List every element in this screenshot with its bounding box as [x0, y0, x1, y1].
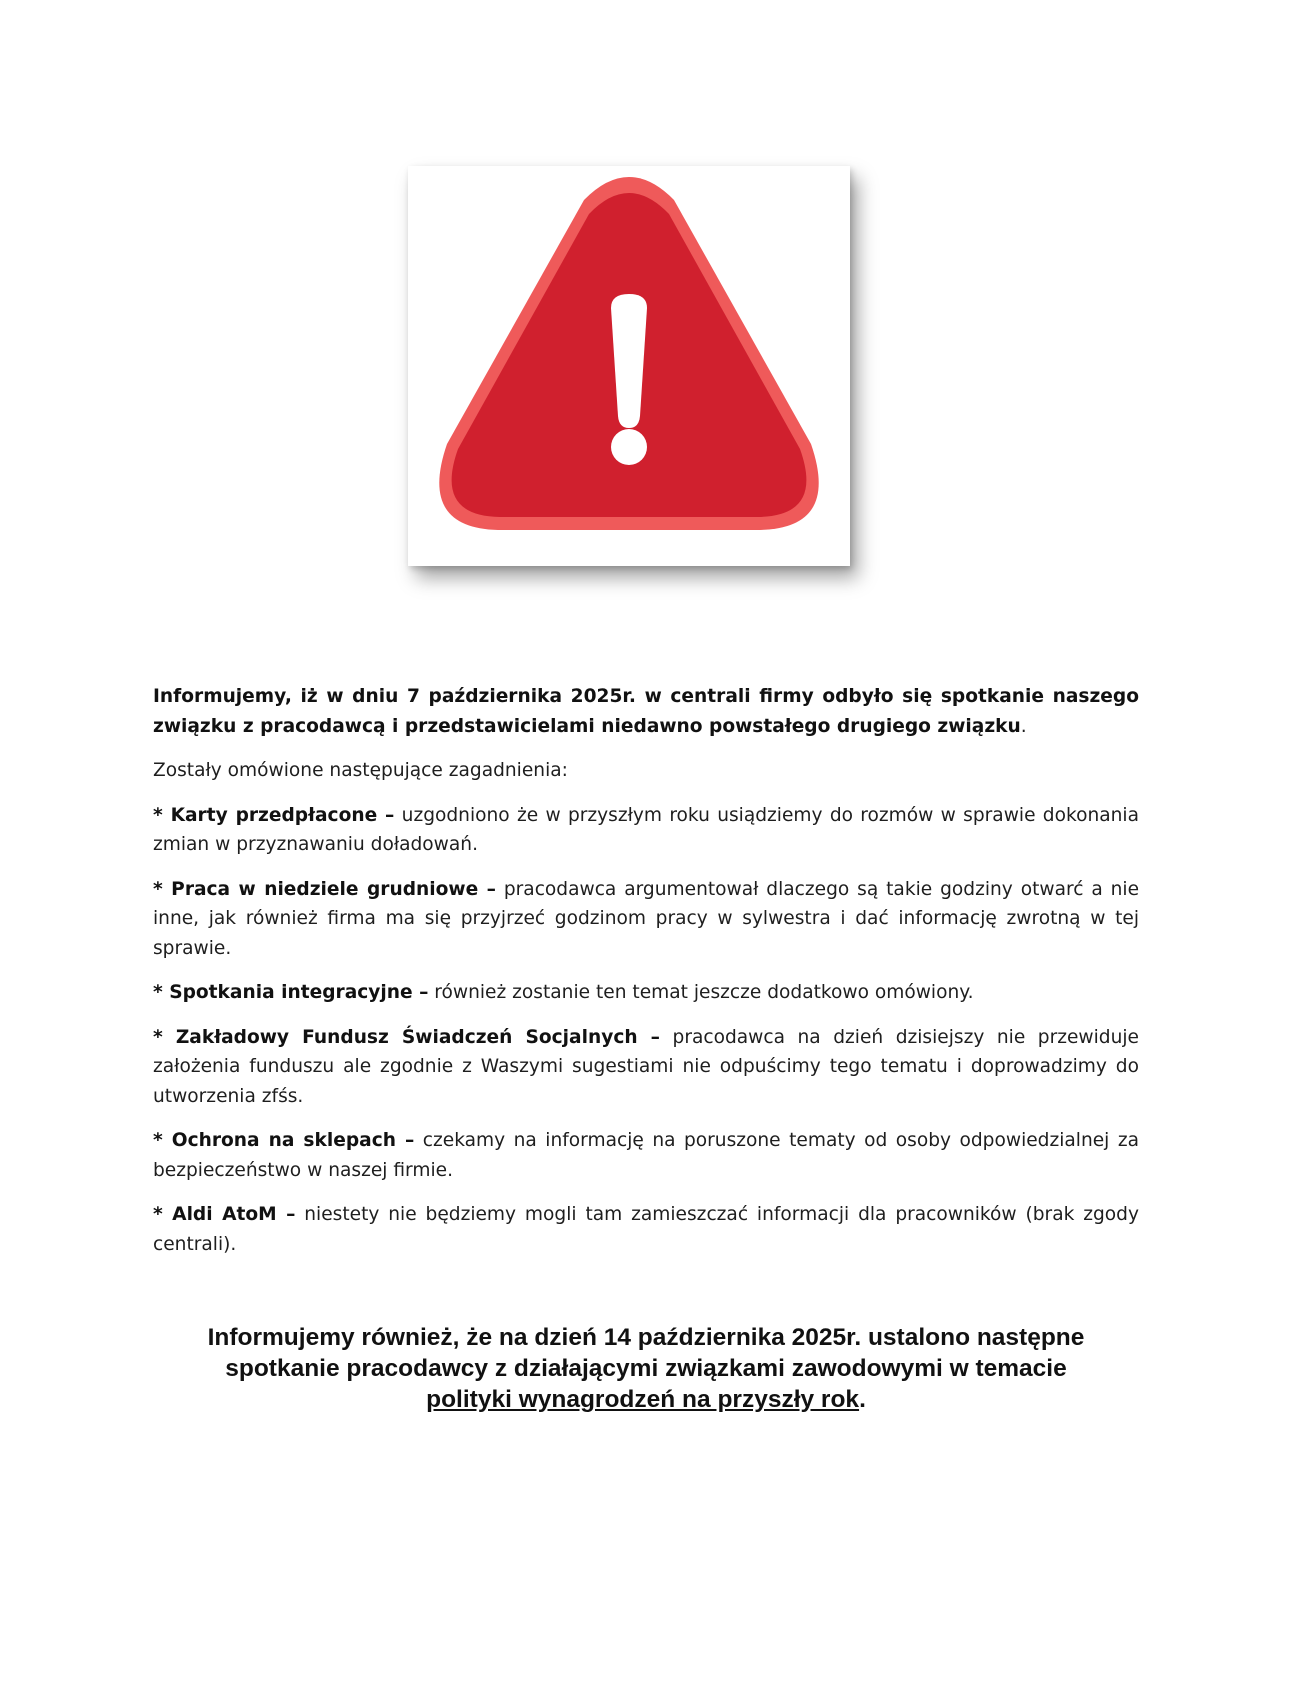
topic-item-aldi-atom: [153, 1200, 1139, 1259]
next-meeting-note: [153, 1322, 1139, 1415]
note-line-3: [153, 1384, 1139, 1415]
topic-item-store-security: [153, 1126, 1139, 1185]
topic-item-december-sundays: [153, 875, 1139, 964]
topic-title: * Aldi AtoM –: [153, 1204, 296, 1225]
letter-body: [153, 682, 1139, 1274]
topic-text: czekamy na informację na poruszone tematy od osoby odpowiedzialnej za bezpieczeństwo w naszej firmie.: [153, 1130, 1139, 1181]
intro-tail: .: [1020, 715, 1027, 737]
note-line-2: spotkanie pracodawcy z działającymi związkami zawodowymi w temacie: [225, 1355, 1067, 1382]
topic-text: uzgodniono że w przyszłym roku usiądziemy do rozmów w sprawie dokonania zmian w przyznawaniu doładowań.: [153, 804, 1139, 855]
topic-title: * Karty przedpłacone –: [153, 804, 395, 826]
topic-title: * Ochrona na sklepach –: [153, 1130, 415, 1151]
exclamation-dot: [611, 429, 647, 465]
topic-title: * Zakładowy Fundusz Świadczeń Socjalnych –: [153, 1026, 660, 1048]
note-line-1: Informujemy również, że na dzień 14 października 2025r. ustalono następne: [207, 1324, 1085, 1351]
topic-item-integration-meetings: [153, 978, 1139, 1008]
topic-text: pracodawca na dzień dzisiejszy nie przewiduje założenia funduszu ale zgodnie z Waszymi sugestiami nie odpuścimy tego tematu i doprowadzimy do utworzenia zfśs.: [153, 1026, 1139, 1107]
warning-triangle-icon: [408, 166, 850, 566]
intro-paragraph: [153, 682, 1139, 741]
topic-text: niestety nie będziemy mogli tam zamieszczać informacji dla pracowników (brak zgody centrali).: [153, 1204, 1139, 1255]
topic-title: * Spotkania integracyjne –: [153, 982, 429, 1003]
note-line-3-tail: .: [859, 1386, 866, 1413]
topic-text: również zostanie ten temat jeszcze dodatkowo omówiony.: [428, 982, 974, 1003]
topic-item-prepaid-cards: [153, 801, 1139, 860]
topic-text: pracodawca argumentował dlaczego są takie godziny otwarć a nie inne, jak również firma ma się przyjrzeć godzinom pracy w sylwestra i dać informację zwrotną w tej sprawie.: [153, 878, 1140, 959]
topics-lead: Zostały omówione następujące zagadnienia:: [153, 760, 568, 781]
warning-image: [408, 166, 850, 566]
intro-bold-text: Informujemy, iż w dniu 7 października 2025r. w centrali firmy odbyło się spotkanie naszego związku z pracodawcą i przedstawicielami niedawno powstałego drugiego związku: [153, 686, 1139, 737]
topic-item-social-fund: [153, 1023, 1139, 1112]
note-underlined-text: polityki wynagrodzeń na przyszły rok: [426, 1386, 860, 1413]
topic-title: * Praca w niedziele grudniowe –: [153, 878, 496, 900]
